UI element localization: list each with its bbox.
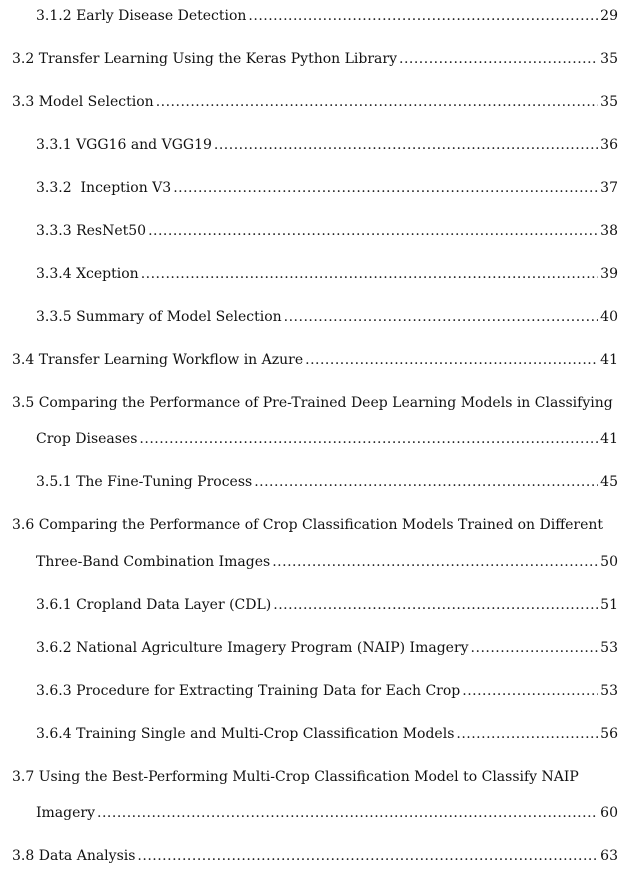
toc-entry-title: 3.8 Data Analysis <box>12 848 136 864</box>
dot-leader <box>156 91 598 113</box>
toc-entry-title: 3.6.3 Procedure for Extracting Training Data for Each Crop <box>36 683 461 699</box>
toc-entry-page: 50 <box>600 554 618 570</box>
toc-entry-title: 3.6.4 Training Single and Multi-Crop Classification Models <box>36 726 455 742</box>
dot-leader <box>137 845 598 867</box>
toc-entry-page: 35 <box>600 51 618 67</box>
toc-entry-page: 29 <box>600 8 618 24</box>
toc-entry-title-line2: Imagery <box>36 805 96 821</box>
dot-leader <box>173 177 598 199</box>
toc-entry-page: 51 <box>600 597 618 613</box>
toc-entry-title: 3.3.4 Xception <box>36 266 139 282</box>
dot-leader <box>148 220 598 242</box>
toc-entry-title: 3.1.2 Early Disease Detection <box>36 8 247 24</box>
toc-entry-title: 3.3.5 Summary of Model Selection <box>36 309 282 325</box>
toc-entry-title: 3.3.3 ResNet50 <box>36 223 147 239</box>
dot-leader <box>305 349 598 371</box>
dot-leader <box>456 723 598 745</box>
dot-leader <box>97 802 598 824</box>
toc-entry-title-line1: 3.5 Comparing the Performance of Pre-Trained Deep Learning Models in Classifying <box>12 395 613 411</box>
toc-entry-page: 60 <box>600 805 618 821</box>
dot-leader <box>273 594 598 616</box>
toc-entry-page: 36 <box>600 137 618 153</box>
toc-entry-page: 53 <box>600 640 618 656</box>
dot-leader <box>471 637 599 659</box>
toc-entry-title: 3.6.1 Cropland Data Layer (CDL) <box>36 597 272 613</box>
dot-leader <box>254 471 598 493</box>
toc-entry-page: 41 <box>600 352 618 368</box>
toc-entry-title-line1: 3.7 Using the Best-Performing Multi-Crop Classification Model to Classify NAIP <box>12 769 579 785</box>
dot-leader <box>214 134 598 156</box>
dot-leader <box>272 551 598 573</box>
toc-entry-page: 53 <box>600 683 618 699</box>
toc-entry-title: 3.3.2 Inception V3 <box>36 180 172 196</box>
toc-entry-title: 3.3.1 VGG16 and VGG19 <box>36 137 212 153</box>
toc-entry-page: 63 <box>600 848 618 864</box>
toc-entry-page: 38 <box>600 223 618 239</box>
dot-leader <box>141 263 598 285</box>
toc-entry-title: 3.4 Transfer Learning Workflow in Azure <box>12 352 304 368</box>
toc-entry-page: 41 <box>600 431 618 447</box>
toc-entry-title-line2: Three-Band Combination Images <box>36 554 271 570</box>
toc-entry-title: 3.5.1 The Fine-Tuning Process <box>36 474 253 490</box>
dot-leader <box>284 306 599 328</box>
toc-entry-page: 56 <box>600 726 618 742</box>
toc-entry-page: 40 <box>600 309 618 325</box>
toc-entry-title-line1: 3.6 Comparing the Performance of Crop Classification Models Trained on Different <box>12 517 604 533</box>
toc-entry-page: 37 <box>600 180 618 196</box>
dot-leader <box>399 48 598 70</box>
dot-leader <box>462 680 598 702</box>
toc-entry-title: 3.2 Transfer Learning Using the Keras Python Library <box>12 51 397 67</box>
toc-entry-page: 45 <box>600 474 618 490</box>
toc-entry-title: 3.3 Model Selection <box>12 94 154 110</box>
toc-entry-title: 3.6.2 National Agriculture Imagery Program (NAIP) Imagery <box>36 640 469 656</box>
toc-entry-title-line2: Crop Diseases <box>36 431 138 447</box>
toc-entry-page: 39 <box>600 266 618 282</box>
toc-entry-page: 35 <box>600 94 618 110</box>
dot-leader <box>139 428 598 450</box>
dot-leader <box>248 5 598 27</box>
